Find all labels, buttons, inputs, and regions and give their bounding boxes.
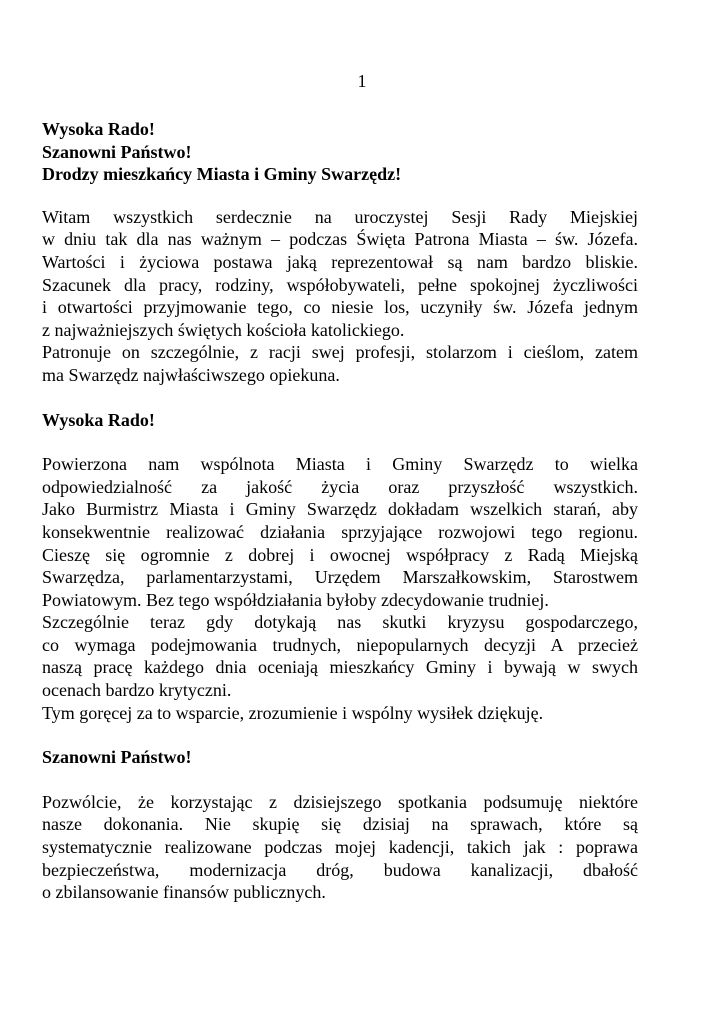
paragraph-welcome: [42, 206, 638, 387]
text-line: bezpieczeństwa, modernizacja dróg, budowa kanalizacji, dbałość: [42, 859, 638, 880]
section-heading: Wysoka Rado!: [42, 409, 155, 430]
paragraph-achievements: [42, 791, 638, 904]
greeting-line: Szanowni Państwo!: [42, 141, 192, 162]
text-line: Pozwólcie, że korzystając z dzisiejszego spotkania podsumuję niektóre: [42, 791, 638, 812]
section-heading: Szanowni Państwo!: [42, 747, 192, 768]
text-line: Wartości i życiowa postawa jaką reprezentował są nam bardzo bliskie.: [42, 251, 638, 272]
text-line: Jako Burmistrz Miasta i Gminy Swarzędz dokładam wszelkich starań, aby: [42, 499, 638, 520]
greeting-block: [42, 118, 638, 186]
text-line: i otwartości przyjmowanie tego, co niesie los, uczyniły św. Józefa jednym: [42, 297, 638, 318]
page-number: 1: [357, 71, 367, 91]
text-line: Witam wszystkich serdecznie na uroczystej Sesji Rady Miejskiej: [42, 206, 638, 227]
text-line: Patronuje on szczególnie, z racji swej profesji, stolarzom i cieślom, zatem: [42, 342, 638, 363]
paragraph-community: [42, 453, 638, 724]
greeting-line: Drodzy mieszkańcy Miasta i Gminy Swarzędz!: [42, 164, 402, 185]
document-body: [42, 118, 638, 904]
text-line: Tym goręcej za to wsparcie, zrozumienie i wspólny wysiłek dziękuję.: [42, 702, 544, 723]
text-line: naszą pracę każdego dnia oceniają mieszkańcy Gminy i bywają w swych: [42, 657, 638, 678]
text-line: ocenach bardzo krytyczni.: [42, 680, 232, 701]
text-line: z najważniejszych świętych kościoła katolickiego.: [42, 319, 405, 340]
text-line: nasze dokonania. Nie skupię się dzisiaj na sprawach, które są: [42, 814, 638, 835]
text-line: systematycznie realizowane podczas mojej kadencji, takich jak : poprawa: [42, 837, 638, 858]
text-line: co wymaga podejmowania trudnych, niepopularnych decyzji A przecież: [42, 634, 638, 655]
text-line: Powiatowym. Bez tego współdziałania byłoby zdecydowanie trudniej.: [42, 589, 549, 610]
text-line: Szczególnie teraz gdy dotykają nas skutki kryzysu gospodarczego,: [42, 612, 638, 633]
text-line: odpowiedzialność za jakość życia oraz przyszłość wszystkich.: [42, 476, 638, 497]
text-line: w dniu tak dla nas ważnym – podczas Święta Patrona Miasta – św. Józefa.: [42, 229, 638, 250]
text-line: Swarzędza, parlamentarzystami, Urzędem Marszałkowskim, Starostwem: [42, 567, 638, 588]
text-line: ma Swarzędz najwłaściwszego opiekuna.: [42, 364, 340, 385]
text-line: o zbilansowanie finansów publicznych.: [42, 882, 326, 903]
text-line: Powierzona nam wspólnota Miasta i Gminy Swarzędz to wielka: [42, 454, 638, 475]
text-line: konsekwentnie realizować działania sprzyjające rozwojowi tego regionu.: [42, 521, 638, 542]
text-line: Szacunek dla pracy, rodziny, współobywateli, pełne spokojnej życzliwości: [42, 274, 638, 295]
text-line: Cieszę się ogromnie z dobrej i owocnej współpracy z Radą Miejską: [42, 544, 638, 565]
greeting-line: Wysoka Rado!: [42, 119, 155, 139]
